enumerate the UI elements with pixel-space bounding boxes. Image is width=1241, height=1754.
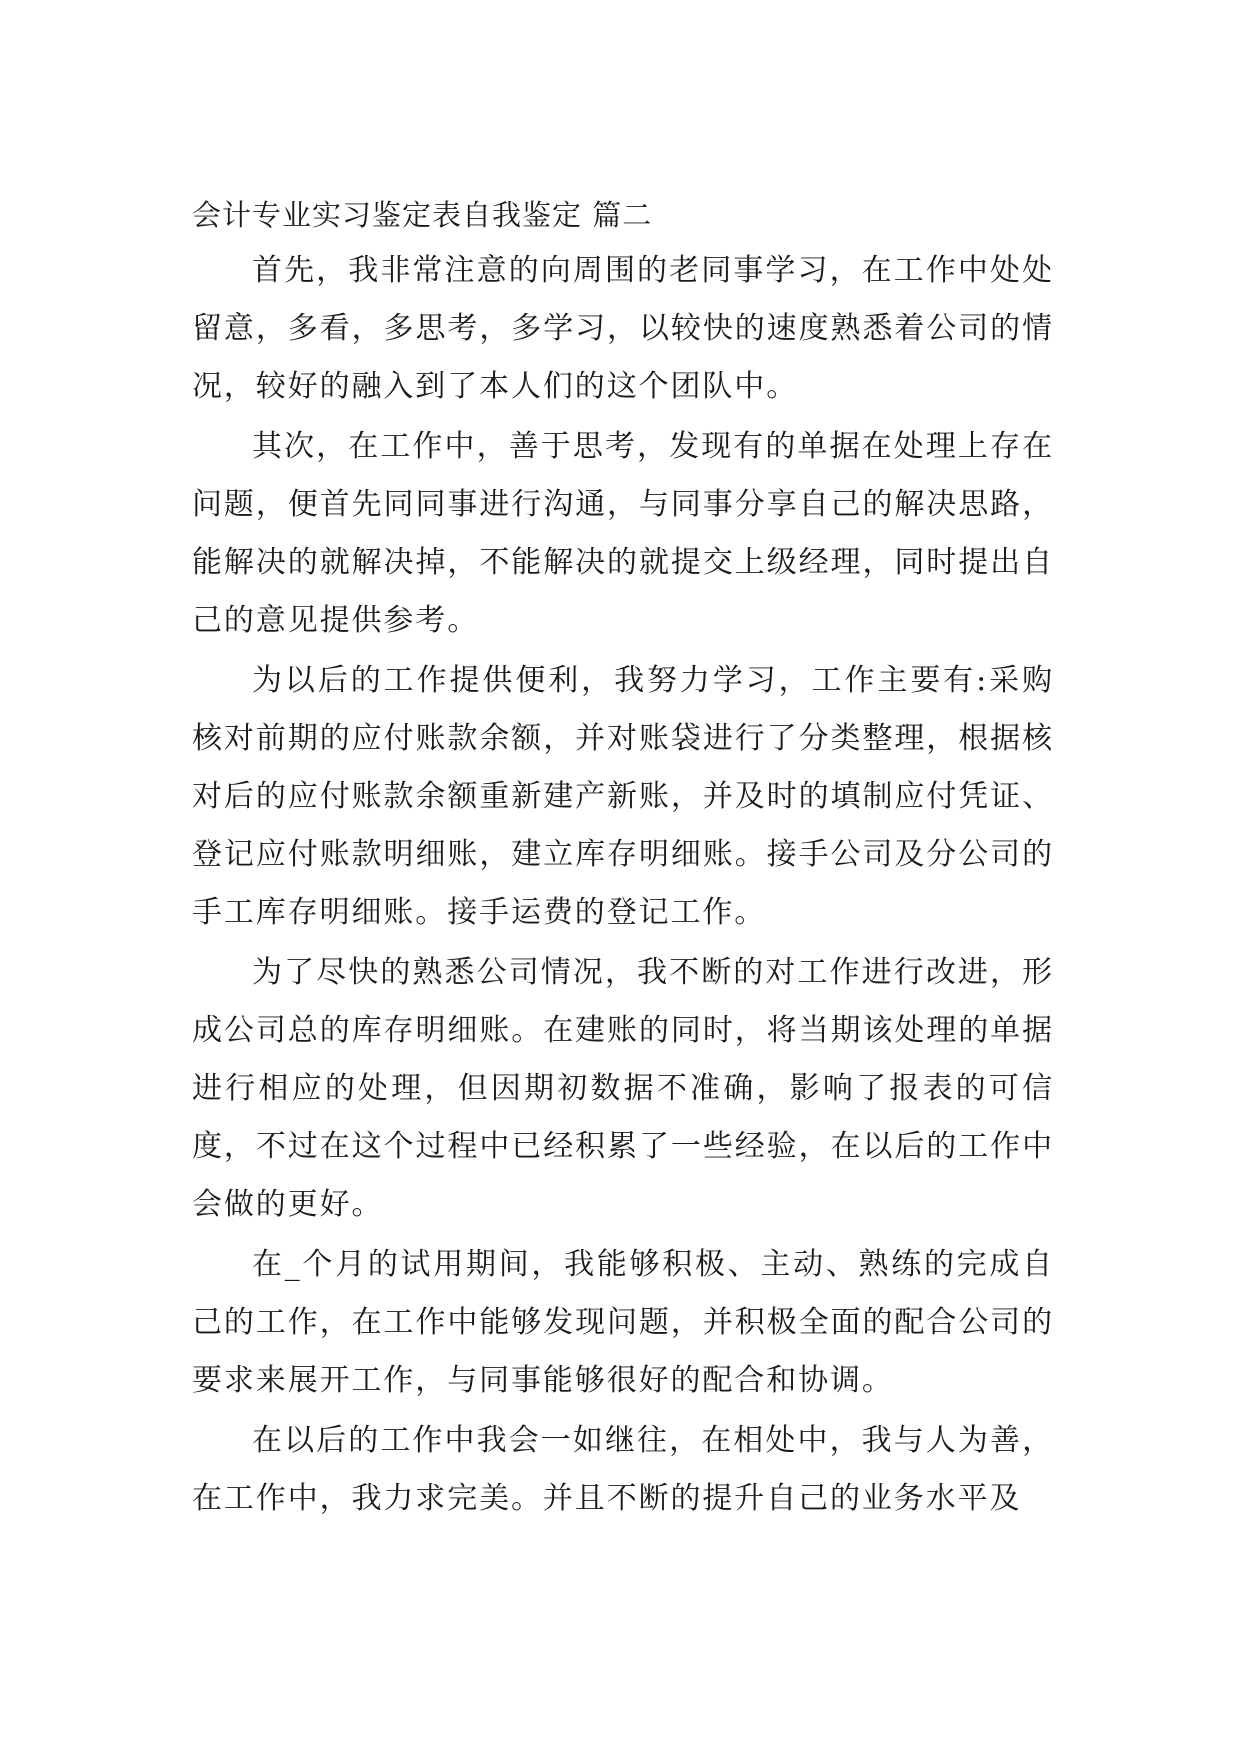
document-body bbox=[192, 190, 1054, 1528]
paragraph-2: 其次，在工作中，善于思考，发现有的单据在处理上存在问题，便首先同同事进行沟通，与同事分享自己的解决思路，能解决的就解决掉，不能解决的就提交上级经理，同时提出自己的意见提供参考。 bbox=[192, 429, 1054, 638]
paragraph-3: 为以后的工作提供便利，我努力学习，工作主要有:采购核对前期的应付账款余额，并对账袋进行了分类整理，根据核对后的应付账款余额重新建产新账，并及时的填制应付凭证、登记应付账款明细账，建立库存明细账。接手公司及分公司的手工库存明细账。接手运费的登记工作。 bbox=[192, 663, 1054, 930]
document-title: 会计专业实习鉴定表自我鉴定 篇二 bbox=[192, 198, 653, 232]
paragraph-1: 首先，我非常注意的向周围的老同事学习，在工作中处处留意，多看，多思考，多学习，以较快的速度熟悉着公司的情况，较好的融入到了本人们的这个团队中。 bbox=[192, 253, 1054, 404]
paragraph-4: 为了尽快的熟悉公司情况，我不断的对工作进行改进，形成公司总的库存明细账。在建账的同时，将当期该处理的单据进行相应的处理，但因期初数据不准确，影响了报表的可信度，不过在这个过程中已经积累了一些经验，在以后的工作中会做的更好。 bbox=[192, 955, 1054, 1222]
paragraph-5: 在_个月的试用期间，我能够积极、主动、熟练的完成自己的工作，在工作中能够发现问题，并积极全面的配合公司的要求来展开工作，与同事能够很好的配合和协调。 bbox=[192, 1247, 1054, 1398]
paragraph-6: 在以后的工作中我会一如继往，在相处中，我与人为善，在工作中，我力求完美。并且不断的提升自己的业务水平及 bbox=[192, 1423, 1054, 1516]
